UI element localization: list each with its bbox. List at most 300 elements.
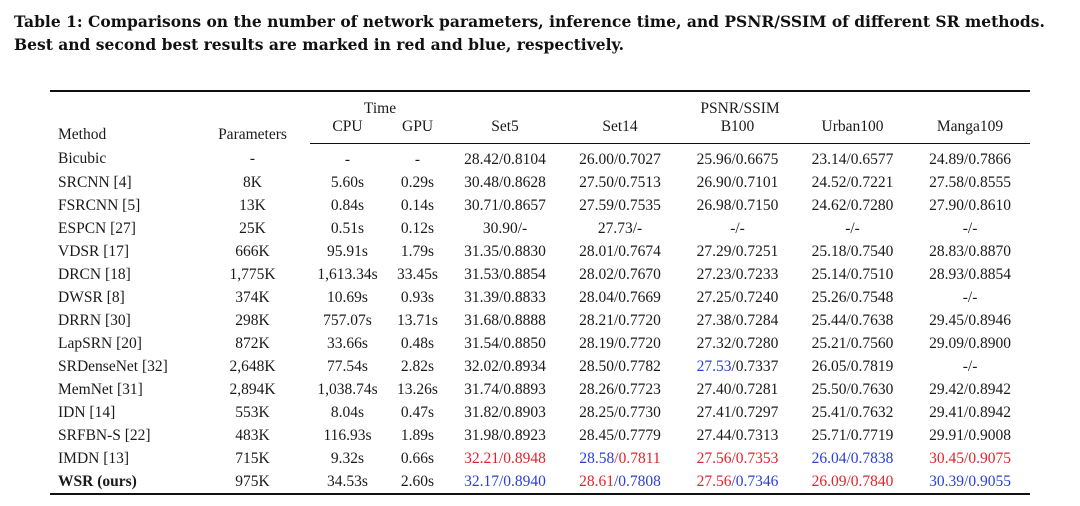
separator: /: [498, 357, 504, 375]
separator: /: [731, 242, 736, 260]
psnr-ssim-cell: [680, 217, 795, 240]
ssim-value: -: [972, 219, 978, 237]
psnr-value: 29.09: [929, 334, 964, 352]
psnr-value: 28.04: [579, 288, 614, 306]
psnr-ssim-cell: [450, 355, 560, 378]
table-row: [50, 470, 1030, 494]
psnr-ssim-cell: [450, 144, 560, 172]
ssim-value: 0.7240: [735, 288, 779, 306]
separator: /: [846, 380, 851, 398]
ssim-value: 0.7638: [850, 311, 894, 329]
separator: /: [731, 449, 736, 467]
separator: /: [613, 288, 619, 306]
parameters-cell: 13K: [239, 196, 266, 214]
ssim-value: -: [972, 357, 978, 375]
separator: /: [731, 288, 736, 306]
psnr-ssim-cell: [450, 217, 560, 240]
ssim-value: 0.7337: [735, 357, 779, 375]
parameters-cell: 8K: [243, 173, 262, 191]
separator: /: [613, 150, 619, 168]
psnr-value: 25.96: [696, 150, 732, 168]
psnr-value: -: [962, 288, 968, 306]
psnr-value: -: [962, 357, 968, 375]
psnr-value: 31.68: [464, 311, 499, 329]
psnr-ssim-cell: [450, 171, 560, 194]
separator: /: [731, 173, 736, 191]
comparison-table: [50, 90, 1030, 495]
psnr-value: 28.42: [464, 150, 499, 168]
psnr-ssim-cell: [795, 217, 910, 240]
psnr-value: 27.50: [579, 173, 614, 191]
psnr-ssim-cell: [910, 217, 1030, 240]
separator: /: [964, 311, 969, 329]
psnr-ssim-cell: [560, 424, 680, 447]
cpu-time-cell: 1,613.34s: [317, 265, 378, 283]
psnr-ssim-cell: [795, 309, 910, 332]
ssim-value: 0.7723: [618, 380, 661, 398]
gpu-time-cell: 1.89s: [400, 426, 435, 444]
psnr-value: -: [845, 219, 851, 237]
ssim-value: 0.8830: [503, 242, 546, 260]
psnr-ssim-cell: [910, 424, 1030, 447]
ssim-value: 0.7027: [618, 150, 661, 168]
psnr-ssim-cell: [680, 378, 795, 401]
psnr-ssim-cell: [910, 355, 1030, 378]
ssim-value: 0.8940: [503, 472, 546, 490]
separator: /: [613, 472, 619, 490]
ssim-value: 0.8946: [968, 311, 1011, 329]
separator: /: [498, 403, 504, 421]
separator: /: [498, 449, 504, 467]
separator: /: [498, 150, 504, 168]
separator: /: [964, 242, 969, 260]
table-row: [50, 309, 1030, 332]
separator: /: [613, 311, 619, 329]
separator: /: [846, 288, 851, 306]
separator: /: [613, 403, 619, 421]
gpu-time-cell: 0.29s: [400, 173, 435, 191]
psnr-ssim-cell: [680, 470, 795, 494]
psnr-value: 25.71: [811, 426, 847, 444]
ssim-value: 0.7669: [618, 288, 661, 306]
psnr-value: 28.83: [929, 242, 964, 260]
psnr-value: 28.21: [579, 311, 614, 329]
separator: /: [498, 472, 504, 490]
psnr-value: 27.90: [929, 196, 964, 214]
separator: /: [731, 265, 736, 283]
psnr-value: 28.19: [579, 334, 614, 352]
ssim-value: 0.7840: [850, 472, 894, 490]
parameters-cell: 25K: [239, 219, 266, 237]
separator: /: [731, 403, 736, 421]
psnr-value: 24.52: [811, 173, 847, 191]
ssim-value: 0.8923: [503, 426, 546, 444]
psnr-ssim-cell: [910, 470, 1030, 494]
ssim-value: 0.7221: [850, 173, 894, 191]
psnr-ssim-cell: [450, 424, 560, 447]
ssim-value: 0.7150: [735, 196, 779, 214]
header-urban100: Urban100: [795, 118, 910, 144]
ssim-value: 0.8893: [503, 380, 546, 398]
psnr-value: 31.98: [464, 426, 499, 444]
table-row: [50, 424, 1030, 447]
separator: /: [632, 219, 638, 237]
table-row: [50, 171, 1030, 194]
psnr-value: 25.18: [811, 242, 847, 260]
separator: /: [498, 334, 504, 352]
separator: /: [613, 242, 619, 260]
ssim-value: 0.6675: [735, 150, 779, 168]
ssim-value: 0.7513: [618, 173, 661, 191]
cpu-time-cell: 10.69s: [327, 288, 368, 306]
psnr-value: -: [962, 219, 968, 237]
ssim-value: 0.7730: [618, 403, 661, 421]
psnr-value: 26.04: [811, 449, 847, 467]
method-cell: ESPCN [27]: [58, 219, 136, 237]
separator: /: [517, 219, 523, 237]
gpu-time-cell: 2.60s: [385, 470, 450, 494]
psnr-ssim-cell: [680, 401, 795, 424]
psnr-ssim-cell: [680, 263, 795, 286]
psnr-value: 27.23: [696, 265, 732, 283]
table-row: [50, 447, 1030, 470]
psnr-value: 32.17: [464, 472, 499, 490]
psnr-ssim-cell: [450, 263, 560, 286]
ssim-value: 0.7838: [850, 449, 894, 467]
psnr-ssim-cell: [680, 194, 795, 217]
ssim-value: -: [739, 219, 745, 237]
ssim-value: 0.7280: [850, 196, 894, 214]
parameters-cell: 553K: [235, 403, 270, 421]
method-cell: IMDN [13]: [58, 449, 130, 467]
psnr-value: 28.58: [579, 449, 615, 467]
header-row-1: [50, 91, 1030, 118]
table-row: [50, 401, 1030, 424]
psnr-value: 23.14: [811, 150, 847, 168]
psnr-value: 26.90: [696, 173, 732, 191]
psnr-ssim-cell: [795, 286, 910, 309]
separator: /: [964, 196, 969, 214]
psnr-ssim-cell: [450, 286, 560, 309]
parameters-cell: 975K: [195, 470, 310, 494]
separator: /: [731, 196, 736, 214]
table-row: [50, 332, 1030, 355]
separator: /: [846, 426, 851, 444]
ssim-value: 0.7251: [735, 242, 779, 260]
parameters-cell: 298K: [235, 311, 270, 329]
psnr-value: 25.26: [811, 288, 847, 306]
psnr-value: 26.05: [811, 357, 847, 375]
psnr-value: 30.48: [464, 173, 499, 191]
ssim-value: 0.8948: [503, 449, 546, 467]
psnr-ssim-cell: [795, 447, 910, 470]
psnr-ssim-cell: [910, 286, 1030, 309]
psnr-ssim-cell: [680, 447, 795, 470]
psnr-value: 27.41: [696, 403, 732, 421]
psnr-value: 28.50: [579, 357, 614, 375]
psnr-value: 25.41: [811, 403, 847, 421]
psnr-value: 24.62: [811, 196, 847, 214]
ssim-value: 0.8854: [503, 265, 546, 283]
separator: /: [967, 288, 973, 306]
gpu-time-cell: -: [414, 150, 421, 168]
psnr-value: 25.14: [811, 265, 847, 283]
psnr-ssim-cell: [560, 470, 680, 494]
psnr-value: 27.73: [597, 219, 633, 237]
psnr-ssim-cell: [795, 401, 910, 424]
psnr-ssim-cell: [560, 332, 680, 355]
separator: /: [846, 357, 851, 375]
header-cpu: CPU: [310, 118, 385, 144]
psnr-value: 28.25: [579, 403, 614, 421]
cpu-time-cell: 34.53s: [310, 470, 385, 494]
separator: /: [846, 449, 851, 467]
separator: /: [613, 426, 619, 444]
separator: /: [731, 426, 736, 444]
cpu-time-cell: 9.32s: [330, 449, 365, 467]
ssim-value: 0.7280: [735, 334, 779, 352]
ssim-value: 0.7535: [618, 196, 661, 214]
ssim-value: 0.7674: [618, 242, 661, 260]
gpu-time-cell: 13.71s: [397, 311, 438, 329]
gpu-time-cell: 0.47s: [400, 403, 435, 421]
psnr-ssim-cell: [910, 378, 1030, 401]
separator: /: [846, 265, 851, 283]
ssim-value: 0.7346: [735, 472, 779, 490]
ssim-value: 0.7719: [850, 426, 894, 444]
psnr-ssim-cell: [450, 447, 560, 470]
separator: /: [498, 426, 504, 444]
header-parameters: Parameters: [195, 91, 310, 144]
psnr-ssim-cell: [910, 240, 1030, 263]
psnr-value: 27.38: [696, 311, 732, 329]
psnr-ssim-cell: [450, 194, 560, 217]
psnr-ssim-cell: [560, 447, 680, 470]
parameters-cell: 666K: [235, 242, 270, 260]
separator: /: [731, 357, 736, 375]
separator: /: [964, 334, 969, 352]
separator: /: [735, 219, 740, 237]
cpu-time-cell: -: [344, 150, 351, 168]
ssim-value: 0.8555: [968, 173, 1011, 191]
parameters-cell: 872K: [235, 334, 270, 352]
ssim-value: 0.7510: [850, 265, 894, 283]
psnr-value: 24.89: [929, 150, 964, 168]
header-time: Time: [310, 91, 450, 118]
psnr-ssim-cell: [450, 470, 560, 494]
psnr-ssim-cell: [680, 424, 795, 447]
separator: /: [498, 173, 504, 191]
psnr-ssim-cell: [680, 144, 795, 172]
psnr-value: 29.42: [929, 380, 964, 398]
ssim-value: -: [972, 288, 978, 306]
ssim-value: 0.8657: [503, 196, 546, 214]
ssim-value: 0.8610: [968, 196, 1011, 214]
ssim-value: 0.7670: [618, 265, 661, 283]
method-cell: LapSRN [20]: [58, 334, 142, 352]
cpu-time-cell: 0.84s: [330, 196, 365, 214]
psnr-value: 27.56: [696, 472, 732, 490]
psnr-ssim-cell: [795, 470, 910, 494]
psnr-value: 30.45: [929, 449, 964, 467]
ssim-value: 0.8900: [968, 334, 1011, 352]
psnr-value: 25.50: [811, 380, 847, 398]
ssim-value: 0.7630: [850, 380, 894, 398]
psnr-ssim-cell: [795, 378, 910, 401]
header-psnr-ssim: PSNR/SSIM: [450, 91, 1030, 118]
header-gpu: GPU: [385, 118, 450, 144]
psnr-ssim-cell: [910, 309, 1030, 332]
separator: /: [964, 150, 969, 168]
ssim-value: 0.7313: [735, 426, 779, 444]
psnr-ssim-cell: [560, 286, 680, 309]
separator: /: [731, 380, 736, 398]
psnr-value: 27.59: [579, 196, 614, 214]
psnr-value: 28.45: [579, 426, 614, 444]
separator: /: [613, 357, 619, 375]
psnr-ssim-cell: [910, 194, 1030, 217]
ssim-value: 0.7281: [735, 380, 779, 398]
psnr-ssim-cell: [795, 194, 910, 217]
psnr-value: 25.21: [811, 334, 847, 352]
ssim-value: 0.6577: [850, 150, 894, 168]
gpu-time-cell: 0.14s: [400, 196, 435, 214]
psnr-ssim-cell: [560, 355, 680, 378]
psnr-ssim-cell: [560, 378, 680, 401]
ssim-value: 0.7782: [618, 357, 661, 375]
psnr-ssim-cell: [680, 171, 795, 194]
cpu-time-cell: 33.66s: [327, 334, 368, 352]
ssim-value: 0.8942: [968, 403, 1011, 421]
method-cell: SRCNN [4]: [58, 173, 132, 191]
separator: /: [964, 449, 969, 467]
separator: /: [964, 265, 969, 283]
psnr-value: 28.26: [579, 380, 614, 398]
separator: /: [613, 173, 619, 191]
psnr-ssim-cell: [910, 447, 1030, 470]
psnr-value: 31.74: [464, 380, 499, 398]
method-cell: DWSR [8]: [58, 288, 125, 306]
gpu-time-cell: 0.66s: [400, 449, 435, 467]
parameters-cell: 2,894K: [229, 380, 276, 398]
psnr-value: 28.01: [579, 242, 614, 260]
psnr-ssim-cell: [680, 240, 795, 263]
method-cell: VDSR [17]: [58, 242, 130, 260]
ssim-value: -: [637, 219, 643, 237]
psnr-ssim-cell: [560, 401, 680, 424]
separator: /: [614, 449, 619, 467]
table-row: [50, 144, 1030, 172]
header-set5: Set5: [450, 118, 560, 144]
psnr-ssim-cell: [560, 194, 680, 217]
psnr-ssim-cell: [560, 263, 680, 286]
separator: /: [846, 334, 851, 352]
ssim-value: 0.8104: [503, 150, 546, 168]
ssim-value: 0.7808: [618, 472, 661, 490]
table-row: [50, 217, 1030, 240]
psnr-ssim-cell: [795, 171, 910, 194]
separator: /: [964, 472, 969, 490]
cpu-time-cell: 116.93s: [323, 426, 372, 444]
psnr-ssim-cell: [680, 355, 795, 378]
separator: /: [846, 196, 851, 214]
separator: /: [964, 426, 969, 444]
separator: /: [846, 150, 851, 168]
psnr-value: 28.61: [579, 472, 614, 490]
psnr-ssim-cell: [795, 332, 910, 355]
psnr-ssim-cell: [795, 144, 910, 172]
psnr-ssim-cell: [560, 217, 680, 240]
ssim-value: 0.8903: [503, 403, 546, 421]
method-cell: Bicubic: [58, 150, 107, 168]
parameters-cell: 715K: [235, 449, 270, 467]
ssim-value: 0.7632: [850, 403, 894, 421]
separator: /: [964, 380, 969, 398]
table-row: [50, 263, 1030, 286]
psnr-ssim-cell: [560, 144, 680, 172]
ssim-value: 0.7101: [735, 173, 779, 191]
psnr-value: 31.82: [464, 403, 499, 421]
psnr-value: 29.41: [929, 403, 964, 421]
ssim-value: 0.7779: [618, 426, 661, 444]
header-set14: Set14: [560, 118, 680, 144]
ssim-value: 0.8888: [503, 311, 546, 329]
ssim-value: 0.7811: [618, 449, 661, 467]
psnr-value: 32.02: [464, 357, 499, 375]
header-method: Method: [50, 91, 195, 144]
psnr-ssim-cell: [450, 240, 560, 263]
ssim-value: 0.7560: [850, 334, 894, 352]
separator: /: [846, 242, 851, 260]
separator: /: [613, 265, 619, 283]
header-manga109: Manga109: [910, 118, 1030, 144]
cpu-time-cell: 1,038.74s: [317, 380, 378, 398]
psnr-value: 31.39: [464, 288, 499, 306]
psnr-value: 27.58: [929, 173, 964, 191]
psnr-value: 26.98: [696, 196, 732, 214]
separator: /: [498, 196, 504, 214]
separator: /: [846, 173, 851, 191]
psnr-ssim-cell: [910, 401, 1030, 424]
table-row: [50, 240, 1030, 263]
ssim-value: 0.8850: [503, 334, 546, 352]
psnr-ssim-cell: [910, 144, 1030, 172]
ssim-value: 0.7353: [735, 449, 779, 467]
ssim-value: 0.8854: [968, 265, 1011, 283]
psnr-ssim-cell: [795, 355, 910, 378]
ssim-value: 0.8628: [503, 173, 546, 191]
separator: /: [967, 357, 973, 375]
separator: /: [731, 150, 736, 168]
psnr-ssim-cell: [560, 240, 680, 263]
gpu-time-cell: 33.45s: [397, 265, 438, 283]
ssim-value: 0.9008: [968, 426, 1011, 444]
psnr-ssim-cell: [450, 309, 560, 332]
separator: /: [846, 472, 851, 490]
separator: /: [846, 403, 851, 421]
psnr-value: 28.02: [579, 265, 614, 283]
separator: /: [964, 173, 969, 191]
gpu-time-cell: 0.93s: [400, 288, 435, 306]
separator: /: [498, 265, 504, 283]
method-cell: IDN [14]: [58, 403, 116, 421]
psnr-ssim-cell: [560, 309, 680, 332]
table-caption: Table 1: Comparisons on the number of network parameters, inference time, and PSNR/SSIM of different SR methods. Best and second best results are marked in red and blue, respectively.: [14, 12, 1045, 54]
ssim-value: 0.7284: [735, 311, 779, 329]
ssim-value: -: [854, 219, 860, 237]
method-cell: DRCN [18]: [58, 265, 131, 283]
psnr-value: 32.21: [464, 449, 499, 467]
